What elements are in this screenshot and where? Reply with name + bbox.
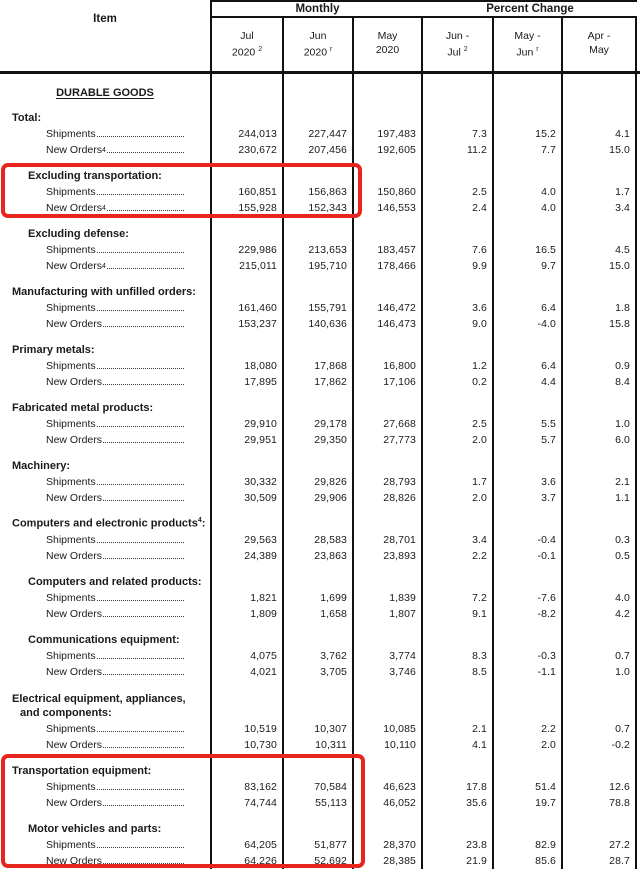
value-cell: 78.8	[563, 795, 637, 811]
value-cell: 195,710	[284, 258, 354, 274]
value-cell: 2.0	[494, 737, 563, 753]
table-row	[0, 74, 640, 100]
column-group-percent-change	[423, 0, 637, 71]
section-label: Excluding transportation:	[28, 170, 162, 182]
column-group-monthly-title: Monthly	[212, 2, 423, 18]
value-cell: 0.5	[563, 548, 637, 564]
value-cell: -0.4	[494, 532, 563, 548]
value-cell: 1.0	[563, 416, 637, 432]
row-label: Shipments	[46, 244, 96, 256]
section-header-row	[0, 680, 640, 721]
value-cell: 3.6	[423, 300, 494, 316]
table-row	[0, 548, 640, 564]
section-motor-vehicles-and-parts	[0, 811, 640, 869]
table-row	[0, 490, 640, 506]
section-fabricated-metal-products	[0, 390, 640, 448]
row-label: New Orders	[46, 202, 103, 214]
value-cell: 9.1	[423, 606, 494, 622]
value-cell: 21.9	[423, 853, 494, 869]
value-cell: 28,826	[354, 490, 423, 506]
table-row	[0, 316, 640, 332]
dotted-leader	[107, 268, 184, 269]
dotted-leader	[107, 152, 184, 153]
row-label: Shipments	[46, 723, 96, 735]
section-electrical-equipment	[0, 680, 640, 753]
value-cell: 3.6	[494, 474, 563, 490]
value-cell: 17,868	[284, 358, 354, 374]
value-cell: 1,807	[354, 606, 423, 622]
value-cell: 28,793	[354, 474, 423, 490]
value-cell: 146,553	[354, 200, 423, 216]
value-cell: 4.4	[494, 374, 563, 390]
value-cell: 29,350	[284, 432, 354, 448]
table-row	[0, 664, 640, 680]
value-cell: 27,773	[354, 432, 423, 448]
value-cell: 15.0	[563, 258, 637, 274]
value-cell: 192,605	[354, 142, 423, 158]
value-cell: 17,106	[354, 374, 423, 390]
value-cell: 17,895	[212, 374, 284, 390]
value-cell: 8.4	[563, 374, 637, 390]
value-cell: 1,658	[284, 606, 354, 622]
value-cell: 10,110	[354, 737, 423, 753]
column-header-may-jun: May - Jun $^r$	[494, 18, 563, 71]
table-row: New Orders $^4$ 155,928 152,343 146,553 2.4 4.0 3.4	[0, 200, 640, 216]
value-cell: 29,826	[284, 474, 354, 490]
table-row	[0, 737, 640, 753]
table-row	[0, 358, 640, 374]
value-cell: -7.6	[494, 590, 563, 606]
value-cell: 15.2	[494, 126, 563, 142]
value-cell: 28,583	[284, 532, 354, 548]
value-cell: 2.0	[423, 432, 494, 448]
value-cell: 1,699	[284, 590, 354, 606]
value-cell: 1.7	[423, 474, 494, 490]
value-cell: 1,809	[212, 606, 284, 622]
column-header-jun-jul: Jun - Jul $^2$	[423, 18, 494, 71]
value-cell: 8.3	[423, 648, 494, 664]
row-label: New Orders	[46, 550, 103, 562]
value-cell: 29,910	[212, 416, 284, 432]
value-cell: 3,774	[354, 648, 423, 664]
column-group-percent-change-title: Percent Change	[423, 2, 637, 18]
table-group-title: DURABLE GOODS	[56, 87, 154, 99]
value-cell: 150,860	[354, 184, 423, 200]
section-label: Total:	[12, 112, 42, 124]
table-row	[0, 532, 640, 548]
dotted-leader	[97, 426, 184, 427]
value-cell: 156,863	[284, 184, 354, 200]
row-label: Shipments	[46, 360, 96, 372]
value-cell: 19.7	[494, 795, 563, 811]
value-cell: 3.4	[423, 532, 494, 548]
value-cell: 9.7	[494, 258, 563, 274]
value-cell: 10,311	[284, 737, 354, 753]
table-row	[0, 184, 640, 200]
value-cell: 7.2	[423, 590, 494, 606]
section-header-row	[0, 564, 640, 590]
value-cell: -4.0	[494, 316, 563, 332]
dotted-leader	[103, 442, 184, 443]
row-label: Shipments	[46, 128, 96, 140]
dotted-leader	[103, 326, 184, 327]
row-label: Shipments	[46, 476, 96, 488]
section-header-row	[0, 332, 640, 358]
value-cell: 28.7	[563, 853, 637, 869]
section-label: Primary metals:	[12, 344, 95, 356]
section-label: Communications equipment:	[28, 634, 180, 646]
value-cell: 146,472	[354, 300, 423, 316]
section-header-row	[0, 448, 640, 474]
value-cell: 23,863	[284, 548, 354, 564]
value-cell: 35.6	[423, 795, 494, 811]
value-cell: 215,011	[212, 258, 284, 274]
table-row	[0, 590, 640, 606]
section-header-row	[0, 390, 640, 416]
value-cell: 82.9	[494, 837, 563, 853]
row-label: New Orders	[46, 260, 103, 272]
dotted-leader	[103, 863, 184, 864]
value-cell: 51,877	[284, 837, 354, 853]
value-cell: 153,237	[212, 316, 284, 332]
value-cell: 178,466	[354, 258, 423, 274]
dotted-leader	[103, 747, 184, 748]
section-header-row	[0, 506, 640, 532]
section-label: Electrical equipment, appliances, and components:	[12, 693, 186, 719]
value-cell: 1.1	[563, 490, 637, 506]
section-excluding-transportation	[0, 158, 640, 216]
value-cell: 229,986	[212, 242, 284, 258]
value-cell: 207,456	[284, 142, 354, 158]
value-cell: -0.2	[563, 737, 637, 753]
value-cell: 55,113	[284, 795, 354, 811]
value-cell: 6.4	[494, 358, 563, 374]
value-cell: 1.8	[563, 300, 637, 316]
column-header-item: Item	[0, 0, 212, 71]
value-cell: 2.2	[423, 548, 494, 564]
value-cell: 4,075	[212, 648, 284, 664]
section-header-row	[0, 753, 640, 779]
value-cell: 1.2	[423, 358, 494, 374]
value-cell: 23.8	[423, 837, 494, 853]
row-label: Shipments	[46, 592, 96, 604]
table-row	[0, 837, 640, 853]
value-cell: 12.6	[563, 779, 637, 795]
row-label: New Orders	[46, 666, 103, 678]
dotted-leader	[97, 368, 184, 369]
section-label: Manufacturing with unfilled orders:	[12, 286, 196, 298]
value-cell: 183,457	[354, 242, 423, 258]
dotted-leader	[97, 731, 184, 732]
section-header-row	[0, 274, 640, 300]
section-machinery	[0, 448, 640, 506]
value-cell: 83,162	[212, 779, 284, 795]
row-label: Shipments	[46, 418, 96, 430]
section-label: Excluding defense:	[28, 228, 129, 240]
value-cell: 6.0	[563, 432, 637, 448]
row-label: New Orders	[46, 376, 103, 388]
value-cell: 16.5	[494, 242, 563, 258]
value-cell: 227,447	[284, 126, 354, 142]
value-cell: 146,473	[354, 316, 423, 332]
value-cell: 10,307	[284, 721, 354, 737]
value-cell: 2.5	[423, 416, 494, 432]
dotted-leader	[103, 558, 184, 559]
table-row	[0, 242, 640, 258]
value-cell: 24,389	[212, 548, 284, 564]
value-cell: 3.7	[494, 490, 563, 506]
value-cell: 30,509	[212, 490, 284, 506]
value-cell: 161,460	[212, 300, 284, 316]
value-cell: 152,343	[284, 200, 354, 216]
value-cell: 29,906	[284, 490, 354, 506]
section-label: Transportation equipment:	[12, 765, 152, 777]
value-cell: 4.0	[563, 590, 637, 606]
value-cell: 2.1	[423, 721, 494, 737]
dotted-leader	[97, 484, 184, 485]
value-cell: 27.2	[563, 837, 637, 853]
value-cell: 155,928	[212, 200, 284, 216]
value-cell: 15.8	[563, 316, 637, 332]
section-primary-metals	[0, 332, 640, 390]
value-cell: 17,862	[284, 374, 354, 390]
section-label: Computers and related products:	[28, 576, 202, 588]
dotted-leader	[97, 847, 184, 848]
value-cell: 2.1	[563, 474, 637, 490]
section-computers-and-electronic-products	[0, 506, 640, 564]
row-label: Shipments	[46, 534, 96, 546]
value-cell: 7.6	[423, 242, 494, 258]
value-cell: 140,636	[284, 316, 354, 332]
dotted-leader	[103, 384, 184, 385]
value-cell: 2.0	[423, 490, 494, 506]
value-cell: 10,730	[212, 737, 284, 753]
value-cell: 28,701	[354, 532, 423, 548]
dotted-leader	[103, 674, 184, 675]
table-row	[0, 374, 640, 390]
value-cell: 3,746	[354, 664, 423, 680]
value-cell: 7.7	[494, 142, 563, 158]
value-cell: 11.2	[423, 142, 494, 158]
table-header	[0, 0, 640, 71]
value-cell: 2.4	[423, 200, 494, 216]
section-excluding-defense	[0, 216, 640, 274]
value-cell: 2.2	[494, 721, 563, 737]
value-cell: 64,226	[212, 853, 284, 869]
value-cell: 64,205	[212, 837, 284, 853]
dotted-leader	[103, 616, 184, 617]
column-group-monthly	[212, 0, 423, 71]
value-cell: 1.7	[563, 184, 637, 200]
value-cell: 17.8	[423, 779, 494, 795]
value-cell: 18,080	[212, 358, 284, 374]
row-label: Shipments	[46, 302, 96, 314]
column-header-apr-may: Apr - May	[563, 18, 637, 71]
dotted-leader	[103, 500, 184, 501]
value-cell: 10,085	[354, 721, 423, 737]
value-cell: 155,791	[284, 300, 354, 316]
section-header-row	[0, 100, 640, 126]
value-cell: 244,013	[212, 126, 284, 142]
value-cell: 52,692	[284, 853, 354, 869]
value-cell: 0.3	[563, 532, 637, 548]
table-row	[0, 300, 640, 316]
row-label: New Orders	[46, 492, 103, 504]
value-cell: 1,839	[354, 590, 423, 606]
dotted-leader	[97, 542, 184, 543]
value-cell: 4.5	[563, 242, 637, 258]
section-total	[0, 100, 640, 158]
value-cell: 10,519	[212, 721, 284, 737]
value-cell: 5.7	[494, 432, 563, 448]
value-cell: 8.5	[423, 664, 494, 680]
row-label: New Orders	[46, 797, 103, 809]
table-row	[0, 416, 640, 432]
row-label: Shipments	[46, 781, 96, 793]
row-label: New Orders	[46, 739, 103, 751]
table-row	[0, 779, 640, 795]
dotted-leader	[97, 194, 184, 195]
value-cell: 0.7	[563, 648, 637, 664]
column-header-may-2020: May 2020	[354, 18, 423, 71]
value-cell: -0.1	[494, 548, 563, 564]
value-cell: 1.0	[563, 664, 637, 680]
column-header-jul-2020: Jul 2020 $^2$	[212, 18, 284, 71]
value-cell: 4.0	[494, 184, 563, 200]
value-cell: 46,623	[354, 779, 423, 795]
value-cell: 23,893	[354, 548, 423, 564]
group-title-cell	[0, 74, 212, 100]
row-label: New Orders	[46, 855, 103, 867]
value-cell: 9.9	[423, 258, 494, 274]
section-computers-and-related-products	[0, 564, 640, 622]
value-cell: 28,370	[354, 837, 423, 853]
dotted-leader	[97, 310, 184, 311]
value-cell: 4.0	[494, 200, 563, 216]
table-row	[0, 126, 640, 142]
table-row: New Orders $^4$ 230,672 207,456 192,605 11.2 7.7 15.0	[0, 142, 640, 158]
table-body	[0, 74, 640, 869]
value-cell: 5.5	[494, 416, 563, 432]
section-header-row	[0, 158, 640, 184]
row-label: New Orders	[46, 608, 103, 620]
table-row	[0, 606, 640, 622]
table-row	[0, 432, 640, 448]
value-cell: 2.5	[423, 184, 494, 200]
dotted-leader	[97, 136, 184, 137]
row-label: New Orders	[46, 144, 103, 156]
value-cell: 74,744	[212, 795, 284, 811]
value-cell: 230,672	[212, 142, 284, 158]
row-label: New Orders	[46, 318, 103, 330]
value-cell: 9.0	[423, 316, 494, 332]
value-cell: 3,705	[284, 664, 354, 680]
section-header-row	[0, 811, 640, 837]
value-cell: 27,668	[354, 416, 423, 432]
section-communications-equipment	[0, 622, 640, 680]
value-cell: 1,821	[212, 590, 284, 606]
value-cell: -1.1	[494, 664, 563, 680]
value-cell: 6.4	[494, 300, 563, 316]
dotted-leader	[103, 805, 184, 806]
value-cell: 0.7	[563, 721, 637, 737]
section-label: Computers and electronic products$^4$:	[12, 517, 206, 530]
value-cell: 15.0	[563, 142, 637, 158]
section-label: Machinery:	[12, 460, 71, 472]
table-row	[0, 795, 640, 811]
dotted-leader	[97, 252, 184, 253]
dotted-leader	[97, 789, 184, 790]
section-label: Motor vehicles and parts:	[28, 823, 162, 835]
value-cell: 30,332	[212, 474, 284, 490]
value-cell: 4.2	[563, 606, 637, 622]
value-cell: 160,851	[212, 184, 284, 200]
value-cell: 3.4	[563, 200, 637, 216]
value-cell: 70,584	[284, 779, 354, 795]
row-label: New Orders	[46, 434, 103, 446]
column-header-jun-2020: Jun 2020 $^r$	[284, 18, 354, 71]
section-manufacturing-with-unfilled-orders	[0, 274, 640, 332]
value-cell: 46,052	[354, 795, 423, 811]
value-cell: 4.1	[423, 737, 494, 753]
row-label: Shipments	[46, 839, 96, 851]
value-cell: 29,563	[212, 532, 284, 548]
section-header-row	[0, 216, 640, 242]
value-cell: 197,483	[354, 126, 423, 142]
row-label: Shipments	[46, 650, 96, 662]
value-cell: 16,800	[354, 358, 423, 374]
dotted-leader	[107, 210, 184, 211]
section-transportation-equipment	[0, 753, 640, 811]
value-cell: 29,178	[284, 416, 354, 432]
value-cell: 0.2	[423, 374, 494, 390]
value-cell: 4,021	[212, 664, 284, 680]
value-cell: 7.3	[423, 126, 494, 142]
row-label: Shipments	[46, 186, 96, 198]
value-cell: 3,762	[284, 648, 354, 664]
value-cell: 29,951	[212, 432, 284, 448]
value-cell: 85.6	[494, 853, 563, 869]
dotted-leader	[97, 600, 184, 601]
table-row	[0, 648, 640, 664]
dotted-leader	[97, 658, 184, 659]
value-cell: -0.3	[494, 648, 563, 664]
value-cell: 51.4	[494, 779, 563, 795]
table-row	[0, 474, 640, 490]
value-cell: 4.1	[563, 126, 637, 142]
table-row: New Orders $^4$ 215,011 195,710 178,466 9.9 9.7 15.0	[0, 258, 640, 274]
table-row	[0, 853, 640, 869]
table-row	[0, 721, 640, 737]
section-header-row	[0, 622, 640, 648]
value-cell: 213,653	[284, 242, 354, 258]
value-cell: -8.2	[494, 606, 563, 622]
value-cell: 0.9	[563, 358, 637, 374]
value-cell: 28,385	[354, 853, 423, 869]
section-label: Fabricated metal products:	[12, 402, 154, 414]
